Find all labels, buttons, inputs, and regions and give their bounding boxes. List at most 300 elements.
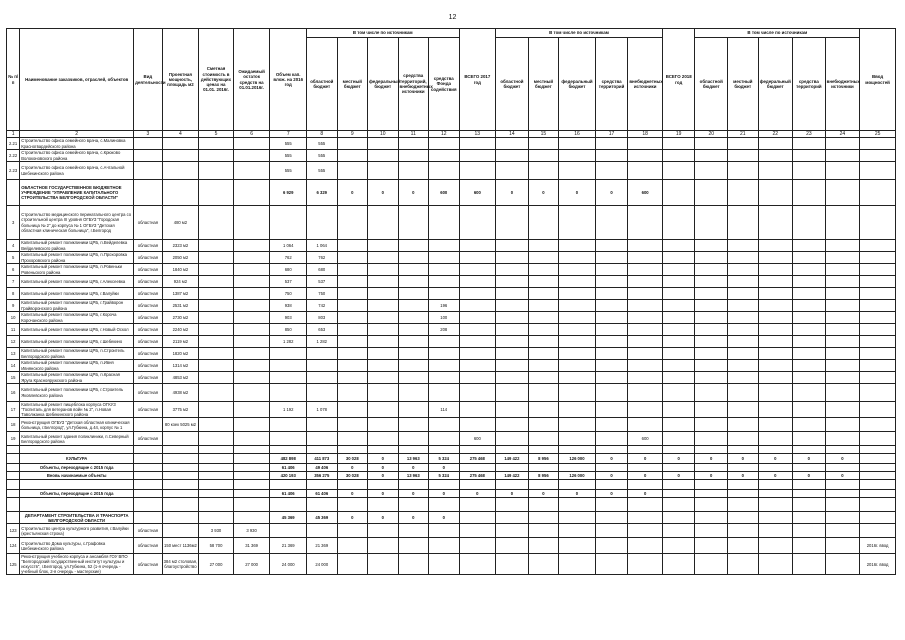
row-value [459,324,496,336]
row-value [337,336,368,348]
row-value: 762 [270,252,307,264]
row-value [695,336,728,348]
row-value [528,206,559,240]
row-value: 537 [307,276,338,288]
row-value [695,264,728,276]
row-value [793,150,826,162]
row-number: 2.22 [7,150,20,162]
row-value [459,276,496,288]
row-value [758,512,793,524]
row-value [307,372,338,384]
row-value [628,524,663,538]
row-value [628,312,663,324]
row-value [793,240,826,252]
row-commission [860,454,896,464]
row-commission [860,324,896,336]
row-value [199,348,234,360]
row-value: 24 000 [307,554,338,575]
row-value [307,498,338,512]
row-value [337,324,368,336]
row-type: областная [134,372,162,384]
row-type: областная [134,276,162,288]
row-value [233,138,270,150]
row-value [233,288,270,300]
row-value [233,324,270,336]
row-value [728,490,759,498]
row-value [398,288,429,300]
row-value [825,524,860,538]
row-value [559,554,596,575]
row-value [825,384,860,402]
row-value [793,348,826,360]
row-value: 0 [695,454,728,464]
row-value [307,384,338,402]
row-value: 149 422 [496,454,529,464]
row-value [628,464,663,472]
row-number: 16 [7,384,20,402]
row-value: 8 956 [528,472,559,480]
row-value [398,372,429,384]
row-value [628,264,663,276]
row-value: 0 [662,472,695,480]
row-name: Капитальный ремонт поликлиники ЦРБ, г.Строитель Яковлевского района [20,384,134,402]
row-value [233,446,270,454]
row-value: 0 [662,454,695,464]
row-value [662,264,695,276]
row-value: 0 [728,454,759,464]
row-value: 0 [398,512,429,524]
row-value: 0 [628,472,663,480]
table-row [7,252,896,264]
row-value: 420 193 [270,472,307,480]
row-value [199,336,234,348]
row-value [496,206,529,240]
row-name: Капитальный ремонт поликлиники ЦРБ, п.Прохоровка Прохоровского района [20,252,134,264]
row-value [728,372,759,384]
row-value: 0 [368,490,399,498]
col-estimate-header: Сметная стоимость в действующих ценах на 01.01. 2016г. [199,29,234,131]
row-value [368,162,399,180]
row-value [337,276,368,288]
row-value [825,162,860,180]
column-number: 17 [595,131,628,138]
row-value [559,384,596,402]
row-value [628,300,663,312]
row-value [233,498,270,512]
row-value [825,180,860,206]
row-value [496,252,529,264]
row-value [825,554,860,575]
row-value [595,206,628,240]
column-number: 15 [528,131,559,138]
row-value [728,498,759,512]
row-value [695,324,728,336]
row-value: 0 [758,472,793,480]
row-value [337,138,368,150]
row-value [695,480,728,490]
row-capacity: 384 м2 столовая, благоустройство [162,554,199,575]
row-value [628,554,663,575]
row-value [496,554,529,575]
row-name: Капитальный ремонт поликлиники ЦРБ, п.Ивня Ивнянского района [20,360,134,372]
row-value [728,384,759,402]
row-value [595,312,628,324]
row-value: 275 468 [459,472,496,480]
row-type: областная [134,264,162,276]
row-value [793,524,826,538]
row-value [758,402,793,418]
row-value [233,312,270,324]
column-number: 6 [233,131,270,138]
table-row [7,300,896,312]
row-value [628,446,663,454]
row-value [728,464,759,472]
row-value [368,336,399,348]
row-value [662,300,695,312]
row-value [528,276,559,288]
row-value [695,150,728,162]
row-value [662,348,695,360]
row-value [758,180,793,206]
row-value [429,150,460,162]
row-value [695,162,728,180]
row-value [199,240,234,252]
row-capacity: 150 мест 1136м2 [162,538,199,554]
row-value [337,162,368,180]
row-value [628,276,663,288]
row-value [496,384,529,402]
row-value [199,402,234,418]
row-value [270,418,307,432]
row-value [628,288,663,300]
row-number [7,464,20,472]
row-value [528,336,559,348]
row-value [233,240,270,252]
row-name: Капитальный ремонт пищеблока корпуса ОГКУЗ "Госпиталь для ветеранов войн № 2", п.Новая Таволжанка Шебекинского района [20,402,134,418]
row-value: 0 [368,512,399,524]
row-value [368,402,399,418]
row-value [337,264,368,276]
row-value: 31 369 [233,538,270,554]
column-number: 25 [860,131,896,138]
row-value [825,206,860,240]
row-value [459,348,496,360]
row-value: 100 [429,312,460,324]
row-name: Объекты, переходящие с 2015 года [20,464,134,472]
row-value: 555 [270,138,307,150]
row-value [793,276,826,288]
row-value [825,150,860,162]
row-type [134,454,162,464]
row-type: областная [134,240,162,252]
row-value [559,276,596,288]
row-value [368,252,399,264]
row-value [199,490,234,498]
row-value [270,498,307,512]
row-number: 19 [7,432,20,446]
row-commission [860,138,896,150]
row-value [825,498,860,512]
row-value [459,464,496,472]
row-value [662,538,695,554]
row-value: 61 406 [270,490,307,498]
column-number: 2 [20,131,134,138]
row-value: 208 [429,324,460,336]
row-value [233,372,270,384]
row-value [595,360,628,372]
row-value [429,384,460,402]
row-number [7,498,20,512]
row-value [793,312,826,324]
row-value [728,180,759,206]
row-value [429,432,460,446]
row-value [368,312,399,324]
row-value [825,418,860,432]
row-capacity: 924 м2 [162,276,199,288]
row-commission [860,264,896,276]
row-value [233,150,270,162]
row-value [758,162,793,180]
row-value [728,512,759,524]
row-commission [860,480,896,490]
row-value [429,480,460,490]
row-value: 0 [337,512,368,524]
column-number: 23 [793,131,826,138]
row-value [758,480,793,490]
row-value [496,418,529,432]
row-value [758,384,793,402]
row-value [496,432,529,446]
row-value [199,300,234,312]
row-value [628,402,663,418]
row-value [728,432,759,446]
row-value [695,138,728,150]
row-value: 0 [368,180,399,206]
row-value [199,162,234,180]
row-value [662,336,695,348]
row-value [429,240,460,252]
table-row [7,472,896,480]
row-value [695,554,728,575]
row-value [728,538,759,554]
row-value: 0 [398,464,429,472]
row-value [595,554,628,575]
row-value [368,138,399,150]
row-value: 0 [337,490,368,498]
row-value [559,288,596,300]
row-value [695,402,728,418]
row-commission [860,312,896,324]
row-value [793,264,826,276]
row-value [233,360,270,372]
row-value [199,150,234,162]
row-capacity [162,454,199,464]
row-name: Капитальный ремонт поликлиники ЦРБ, п.Строитель Белгородского района [20,348,134,360]
row-type: областная [134,312,162,324]
row-value [595,150,628,162]
row-value [270,360,307,372]
row-value: 0 [825,472,860,480]
row-value [199,206,234,240]
row-value [429,138,460,150]
col-capacity-header: Проектная мощность, площадь м2 [162,29,199,131]
row-value [662,524,695,538]
row-value [595,348,628,360]
row-value: 24 000 [270,554,307,575]
column-number: 20 [695,131,728,138]
column-number: 18 [628,131,663,138]
row-commission [860,402,896,418]
row-commission [860,512,896,524]
row-value: 3 930 [233,524,270,538]
row-value [758,150,793,162]
row-value [459,498,496,512]
row-value [662,138,695,150]
row-name: Капитальный ремонт здания поликлиники, п.Северный Белгородского района [20,432,134,446]
row-value [825,512,860,524]
row-value: 114 [429,402,460,418]
row-value: 356 275 [307,472,338,480]
row-value: 0 [595,180,628,206]
column-number: 21 [728,131,759,138]
row-value [528,524,559,538]
row-value [595,288,628,300]
row-value [270,446,307,454]
row-value: 762 [307,252,338,264]
row-value [199,418,234,432]
row-number: 2.21 [7,138,20,150]
row-value [728,264,759,276]
row-value [528,480,559,490]
row-type [134,418,162,432]
row-name: КУЛЬТУРА [20,454,134,464]
table-row [7,180,896,206]
row-value [695,252,728,264]
row-value [528,348,559,360]
row-commission [860,206,896,240]
row-value [233,300,270,312]
row-value [559,418,596,432]
row-value [459,300,496,312]
row-value: 600 [459,180,496,206]
row-value: 30 028 [337,454,368,464]
row-value [459,384,496,402]
row-value [528,538,559,554]
table-row [7,498,896,512]
row-value [199,312,234,324]
row-value [825,360,860,372]
row-value: 680 [270,264,307,276]
row-value [459,288,496,300]
src2-federal-header: федеральный бюджет [559,38,596,131]
row-value [662,150,695,162]
row-value: 61 406 [307,490,338,498]
row-type [134,162,162,180]
row-value: 0 [793,454,826,464]
row-value [662,432,695,446]
row-type: областная [134,402,162,418]
row-type [134,490,162,498]
row-value [662,180,695,206]
row-name: Строительство Дома культуры, с.Графовка Шебекинского района [20,538,134,554]
row-name: ДЕПАРТАМЕНТ СТРОИТЕЛЬСТВА И ТРАНСПОРТА БЕЛГОРОДСКОЙ ОБЛАСТИ [20,512,134,524]
column-number: 7 [270,131,307,138]
row-number [7,472,20,480]
row-value [528,312,559,324]
row-value [398,264,429,276]
row-type: областная [134,288,162,300]
table-row [7,324,896,336]
row-value [429,206,460,240]
row-value [662,252,695,264]
row-value [728,150,759,162]
row-value: 0 [559,490,596,498]
row-number: 9 [7,300,20,312]
row-value [368,206,399,240]
row-value [758,446,793,454]
row-value [559,150,596,162]
column-number: 10 [368,131,399,138]
row-commission [860,300,896,312]
row-value [728,480,759,490]
row-value [459,538,496,554]
row-value [758,276,793,288]
row-number: 12 [7,336,20,348]
row-value [429,524,460,538]
row-value [793,252,826,264]
table-row [7,480,896,490]
row-value [628,538,663,554]
row-value [496,348,529,360]
row-value: 0 [368,454,399,464]
row-value [337,538,368,554]
row-value [307,360,338,372]
row-value [368,264,399,276]
row-value: 21 369 [307,538,338,554]
row-value [337,480,368,490]
row-value [496,312,529,324]
row-value [662,384,695,402]
column-number: 14 [496,131,529,138]
row-value [758,554,793,575]
row-value [459,512,496,524]
row-value: 3 930 [199,524,234,538]
src2-extra-header: внебюджетных источники [628,38,663,131]
row-value: 0 [429,490,460,498]
table-row [7,454,896,464]
row-value [496,480,529,490]
row-value [793,432,826,446]
row-value [662,360,695,372]
row-value [793,360,826,372]
row-value [398,276,429,288]
row-value [459,480,496,490]
row-value: 750 [270,288,307,300]
row-capacity: 1840 м2 [162,264,199,276]
row-value [233,472,270,480]
src2-territory-header: средства территорий [595,38,628,131]
column-number: 5 [199,131,234,138]
row-value [270,524,307,538]
row-value [758,324,793,336]
row-value: 0 [368,464,399,472]
row-value [595,464,628,472]
row-value [825,312,860,324]
row-value [337,432,368,446]
row-value [459,252,496,264]
row-capacity [162,472,199,480]
row-value [758,252,793,264]
